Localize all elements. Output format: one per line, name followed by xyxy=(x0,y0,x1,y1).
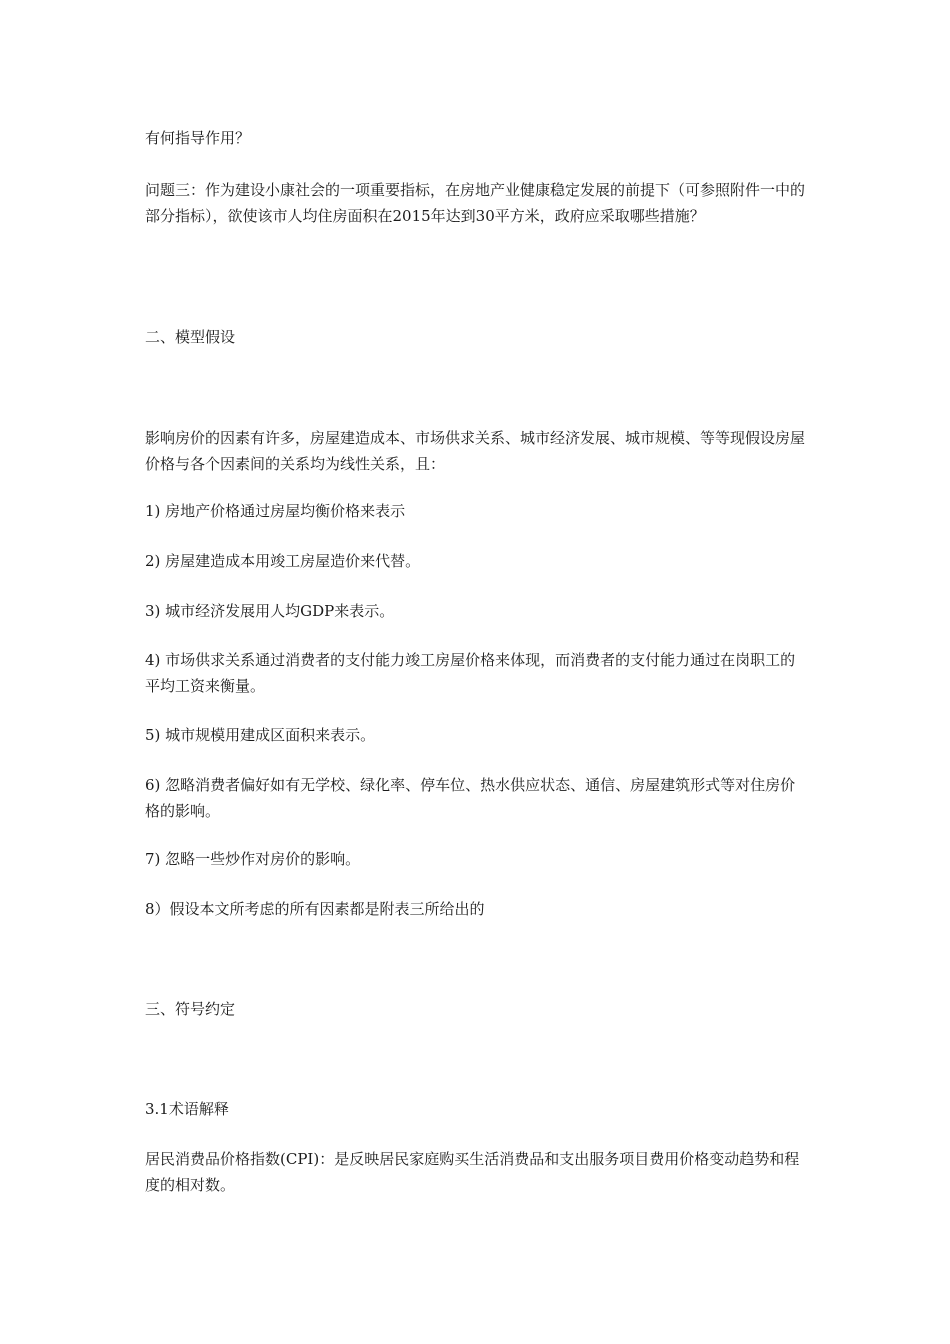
paragraph-question-two-end: 有何指导作用？ xyxy=(145,129,251,147)
list-item-assumption-3: 3) 城市经济发展用人均GDP来表示。 xyxy=(145,602,395,620)
paragraph-assumptions-intro: 影响房价的因素有许多，房屋建造成本、市场供求关系、城市经济发展、城市规模、等等现假设房屋价格与各个因素间的关系均为线性关系，且： xyxy=(145,429,806,473)
list-item-assumption-5: 5) 城市规模用建成区面积来表示。 xyxy=(145,726,376,744)
list-item-assumption-4: 4) 市场供求关系通过消费者的支付能力竣工房屋价格来体现，而消费者的支付能力通过在岗职工的平均工资来衡量。 xyxy=(145,651,796,695)
paragraph-cpi-definition: 居民消费品价格指数(CPI)：是反映居民家庭购买生活消费品和支出服务项目费用价格变动趋势和程度的相对数。 xyxy=(145,1150,800,1194)
list-item-assumption-6: 6) 忽略消费者偏好如有无学校、绿化率、停车位、热水供应状态、通信、房屋建筑形式等对住房价格的影响。 xyxy=(145,776,796,820)
subsection-heading-terminology: 3.1术语解释 xyxy=(145,1100,229,1118)
paragraph-question-three: 问题三：作为建设小康社会的一项重要指标，在房地产业健康稳定发展的前提下（可参照附件一中的部分指标），欲使该市人均住房面积在2015年达到30平方米，政府应采取哪些措施？ xyxy=(145,181,806,225)
list-item-assumption-7: 7) 忽略一些炒作对房价的影响。 xyxy=(145,850,361,868)
list-item-assumption-8: 8）假设本文所考虑的所有因素都是附表三所给出的 xyxy=(145,900,485,918)
section-heading-model-assumptions: 二、模型假设 xyxy=(145,328,236,346)
list-item-assumption-1: 1) 房地产价格通过房屋均衡价格来表示 xyxy=(145,502,406,520)
section-heading-symbol-conventions: 三、符号约定 xyxy=(145,1000,236,1018)
list-item-assumption-2: 2) 房屋建造成本用竣工房屋造价来代替。 xyxy=(145,552,421,570)
